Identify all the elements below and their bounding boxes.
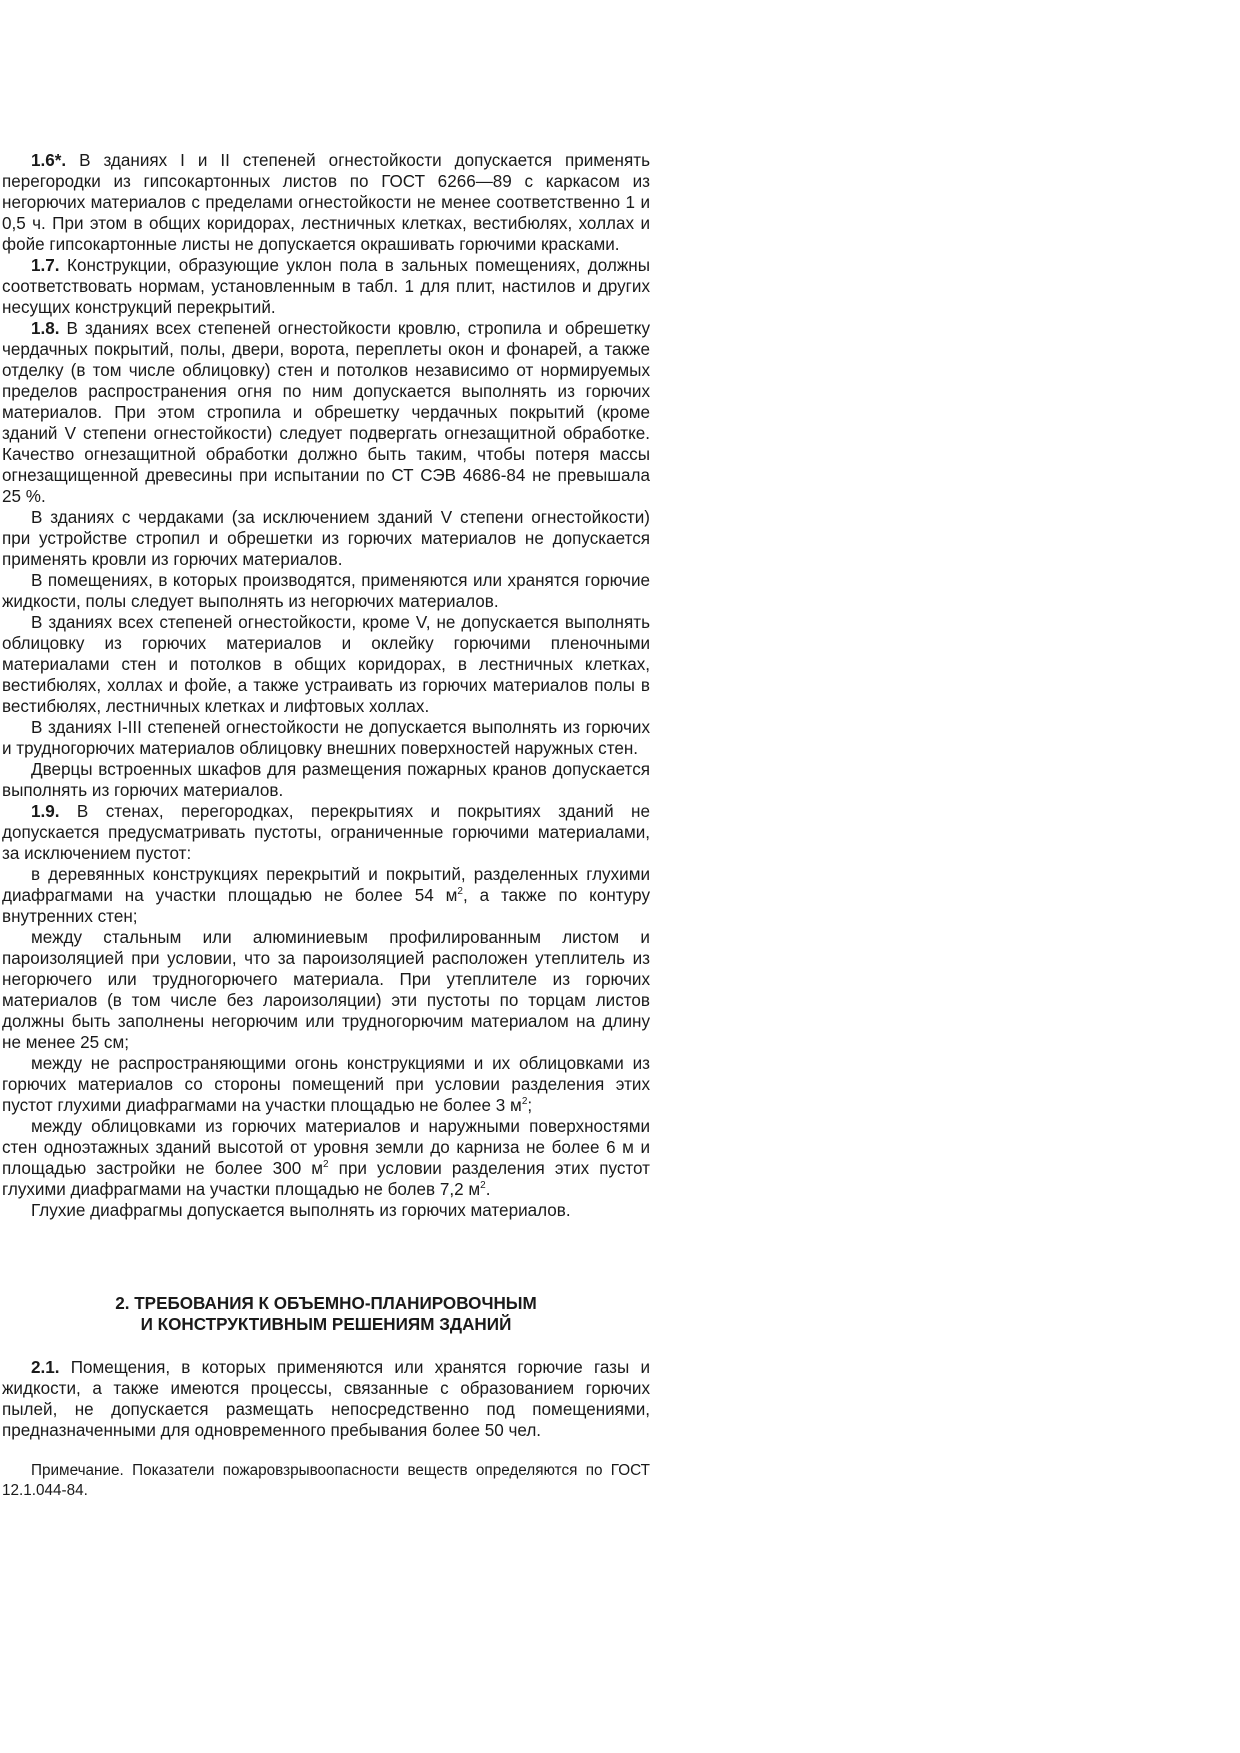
paragraph-text: между стальным или алюминиевым профилированным листом и пароизоляцией при условии, что за пароизоляцией расположен утеплитель из негорючего или трудногорючего материала. При утеплителе из горючих материалов (в том числе без лароизоляции) эти пустоты по торцам листов должны быть заполнены негорючим или трудногорючим материалом на длину не менее 25 см; bbox=[2, 928, 650, 1052]
paragraph-1-7 bbox=[2, 255, 650, 318]
superscript: 2 bbox=[480, 1180, 486, 1191]
paragraph-text: В зданиях I и II степеней огнестойкости допускается применять перегородки из гипсокартонных листов по ГОСТ 6266—89 с каркасом из негорючих материалов с пределами огнестойкости не менее соответственно 1 и 0,5 ч. При этом в общих коридорах, лестничных клетках, вестибюлях, холлах и фойе гипсокартонные листы не допускается окрашивать горючими красками. bbox=[2, 151, 650, 254]
paragraph-floors bbox=[2, 570, 650, 612]
heading-line-2: И КОНСТРУКТИВНЫМ РЕШЕНИЯМ ЗДАНИЙ bbox=[140, 1315, 512, 1334]
paragraph-text: между облицовками из горючих материалов и наружными поверхностями стен одноэтажных зданий высотой от уровня земли до карниза не более 6 м и площадью застройки не более 300 м bbox=[2, 1117, 650, 1178]
paragraph-1-6 bbox=[2, 150, 650, 255]
paragraph-text-tail: , а также по контуру внутренних стен; bbox=[2, 886, 650, 926]
paragraph-text: В помещениях, в которых производятся, применяются или хранятся горючие жидкости, полы следует выполнять из негорючих материалов. bbox=[2, 571, 650, 611]
paragraph-text: В зданиях I-III степеней огнестойкости не допускается выполнять из горючих и трудногорючих материалов облицовку внешних поверхностей наружных стен. bbox=[2, 718, 650, 758]
clause-number: 1.8. bbox=[31, 319, 60, 338]
paragraph-text: В зданиях с чердаками (за исключением зданий V степени огнестойкости) при устройстве стропил и обрешетки из горючих материалов не допускается применять кровли из горючих материалов. bbox=[2, 508, 650, 569]
paragraph-external-walls bbox=[2, 717, 650, 759]
note-paragraph: Примечание. Показатели пожаровзрывоопасности веществ определяются по ГОСТ 12.1.044-84. bbox=[2, 1462, 650, 1499]
paragraph-diaphragms bbox=[2, 1200, 650, 1221]
clause-number: 1.9. bbox=[31, 802, 60, 821]
spacer bbox=[2, 1335, 650, 1357]
paragraph-1-9 bbox=[2, 801, 650, 864]
paragraph-text: между не распространяющими огонь конструкциями и их облицовками из горючих материалов со стороны помещений при условии разделения этих пустот глухими диафрагмами на участки площадью не более 3 м bbox=[2, 1054, 650, 1115]
paragraph-text: Дверцы встроенных шкафов для размещения пожарных кранов допускается выполнять из горючих материалов. bbox=[2, 760, 650, 800]
paragraph-text: В зданиях всех степеней огнестойкости кровлю, стропила и обрешетку чердачных покрытий, полы, двери, ворота, переплеты окон и фонарей, а также отделку (в том числе облицовку) стен и потолков независимо от нормируемых пределов распространения огня по ним допускается выполнять из горючих материалов. При этом стропила и обрешетку чердачных покрытий (кроме зданий V степени огнестойкости) следует подвергать огнезащитной обработке. Качество огнезащитной обработки должно быть таким, чтобы потеря массы огнезащищенной древесины при испытании по СТ СЭВ 4686-84 не превышала 25 %. bbox=[2, 319, 650, 506]
paragraph-steel-sheet bbox=[2, 927, 650, 1053]
heading-line-1: 2. ТРЕБОВАНИЯ К ОБЪЕМНО-ПЛАНИРОВОЧНЫМ bbox=[115, 1294, 537, 1313]
paragraph-1-8 bbox=[2, 318, 650, 507]
paragraph-cabinets bbox=[2, 759, 650, 801]
paragraph-attics bbox=[2, 507, 650, 570]
paragraph-text-tail: . bbox=[485, 1180, 491, 1199]
paragraph-text: Глухие диафрагмы допускается выполнять из горючих материалов. bbox=[31, 1201, 571, 1220]
paragraph-text: В зданиях всех степеней огнестойкости, кроме V, не допускается выполнять облицовку из горючих материалов и оклейку горючими пленочными материалами стен и потолков в общих коридорах, в лестничных клетках, вестибюлях, холлах и фойе, а также устраивать из горючих материалов полы в вестибюлях, лестничных клетках и лифтовых холлах. bbox=[2, 613, 650, 716]
section-2-heading bbox=[2, 1293, 650, 1335]
paragraph-cladding bbox=[2, 612, 650, 717]
paragraph-text-tail: при условии разделения этих пустот глухими диафрагмами на участки площадью не болев 7,2 м bbox=[2, 1159, 650, 1199]
clause-number: 2.1. bbox=[31, 1358, 60, 1377]
clause-number: 1.7. bbox=[31, 256, 60, 275]
paragraph-2-1 bbox=[2, 1357, 650, 1441]
clause-number: 1.6*. bbox=[31, 151, 67, 170]
paragraph-one-storey bbox=[2, 1116, 650, 1200]
paragraph-text: в деревянных конструкциях перекрытий и покрытий, разделенных глухими диафрагмами на участки площадью не более 54 м bbox=[2, 865, 650, 905]
superscript: 2 bbox=[323, 1159, 329, 1170]
text-column bbox=[2, 150, 650, 1501]
paragraph-text: Конструкции, образующие уклон пола в зальных помещениях, должны соответствовать нормам, установленным в табл. 1 для плит, настилов и других несущих конструкций перекрытий. bbox=[2, 256, 650, 317]
superscript: 2 bbox=[521, 1096, 528, 1107]
paragraph-text-tail: ; bbox=[527, 1096, 533, 1115]
paragraph-non-spreading bbox=[2, 1053, 650, 1116]
superscript: 2 bbox=[457, 886, 463, 897]
paragraph-text: В стенах, перегородках, перекрытиях и покрытиях зданий не допускается предусматривать пустоты, ограниченные горючими материалами, за исключением пустот: bbox=[2, 802, 650, 863]
paragraph-text: Помещения, в которых применяются или хранятся горючие газы и жидкости, а также имеются процессы, связанные с образованием горючих пылей, не допускается размещать непосредственно под помещениями, предназначенными для одновременного пребывания более 50 чел. bbox=[2, 1358, 650, 1440]
paragraph-wooden-structures bbox=[2, 864, 650, 927]
